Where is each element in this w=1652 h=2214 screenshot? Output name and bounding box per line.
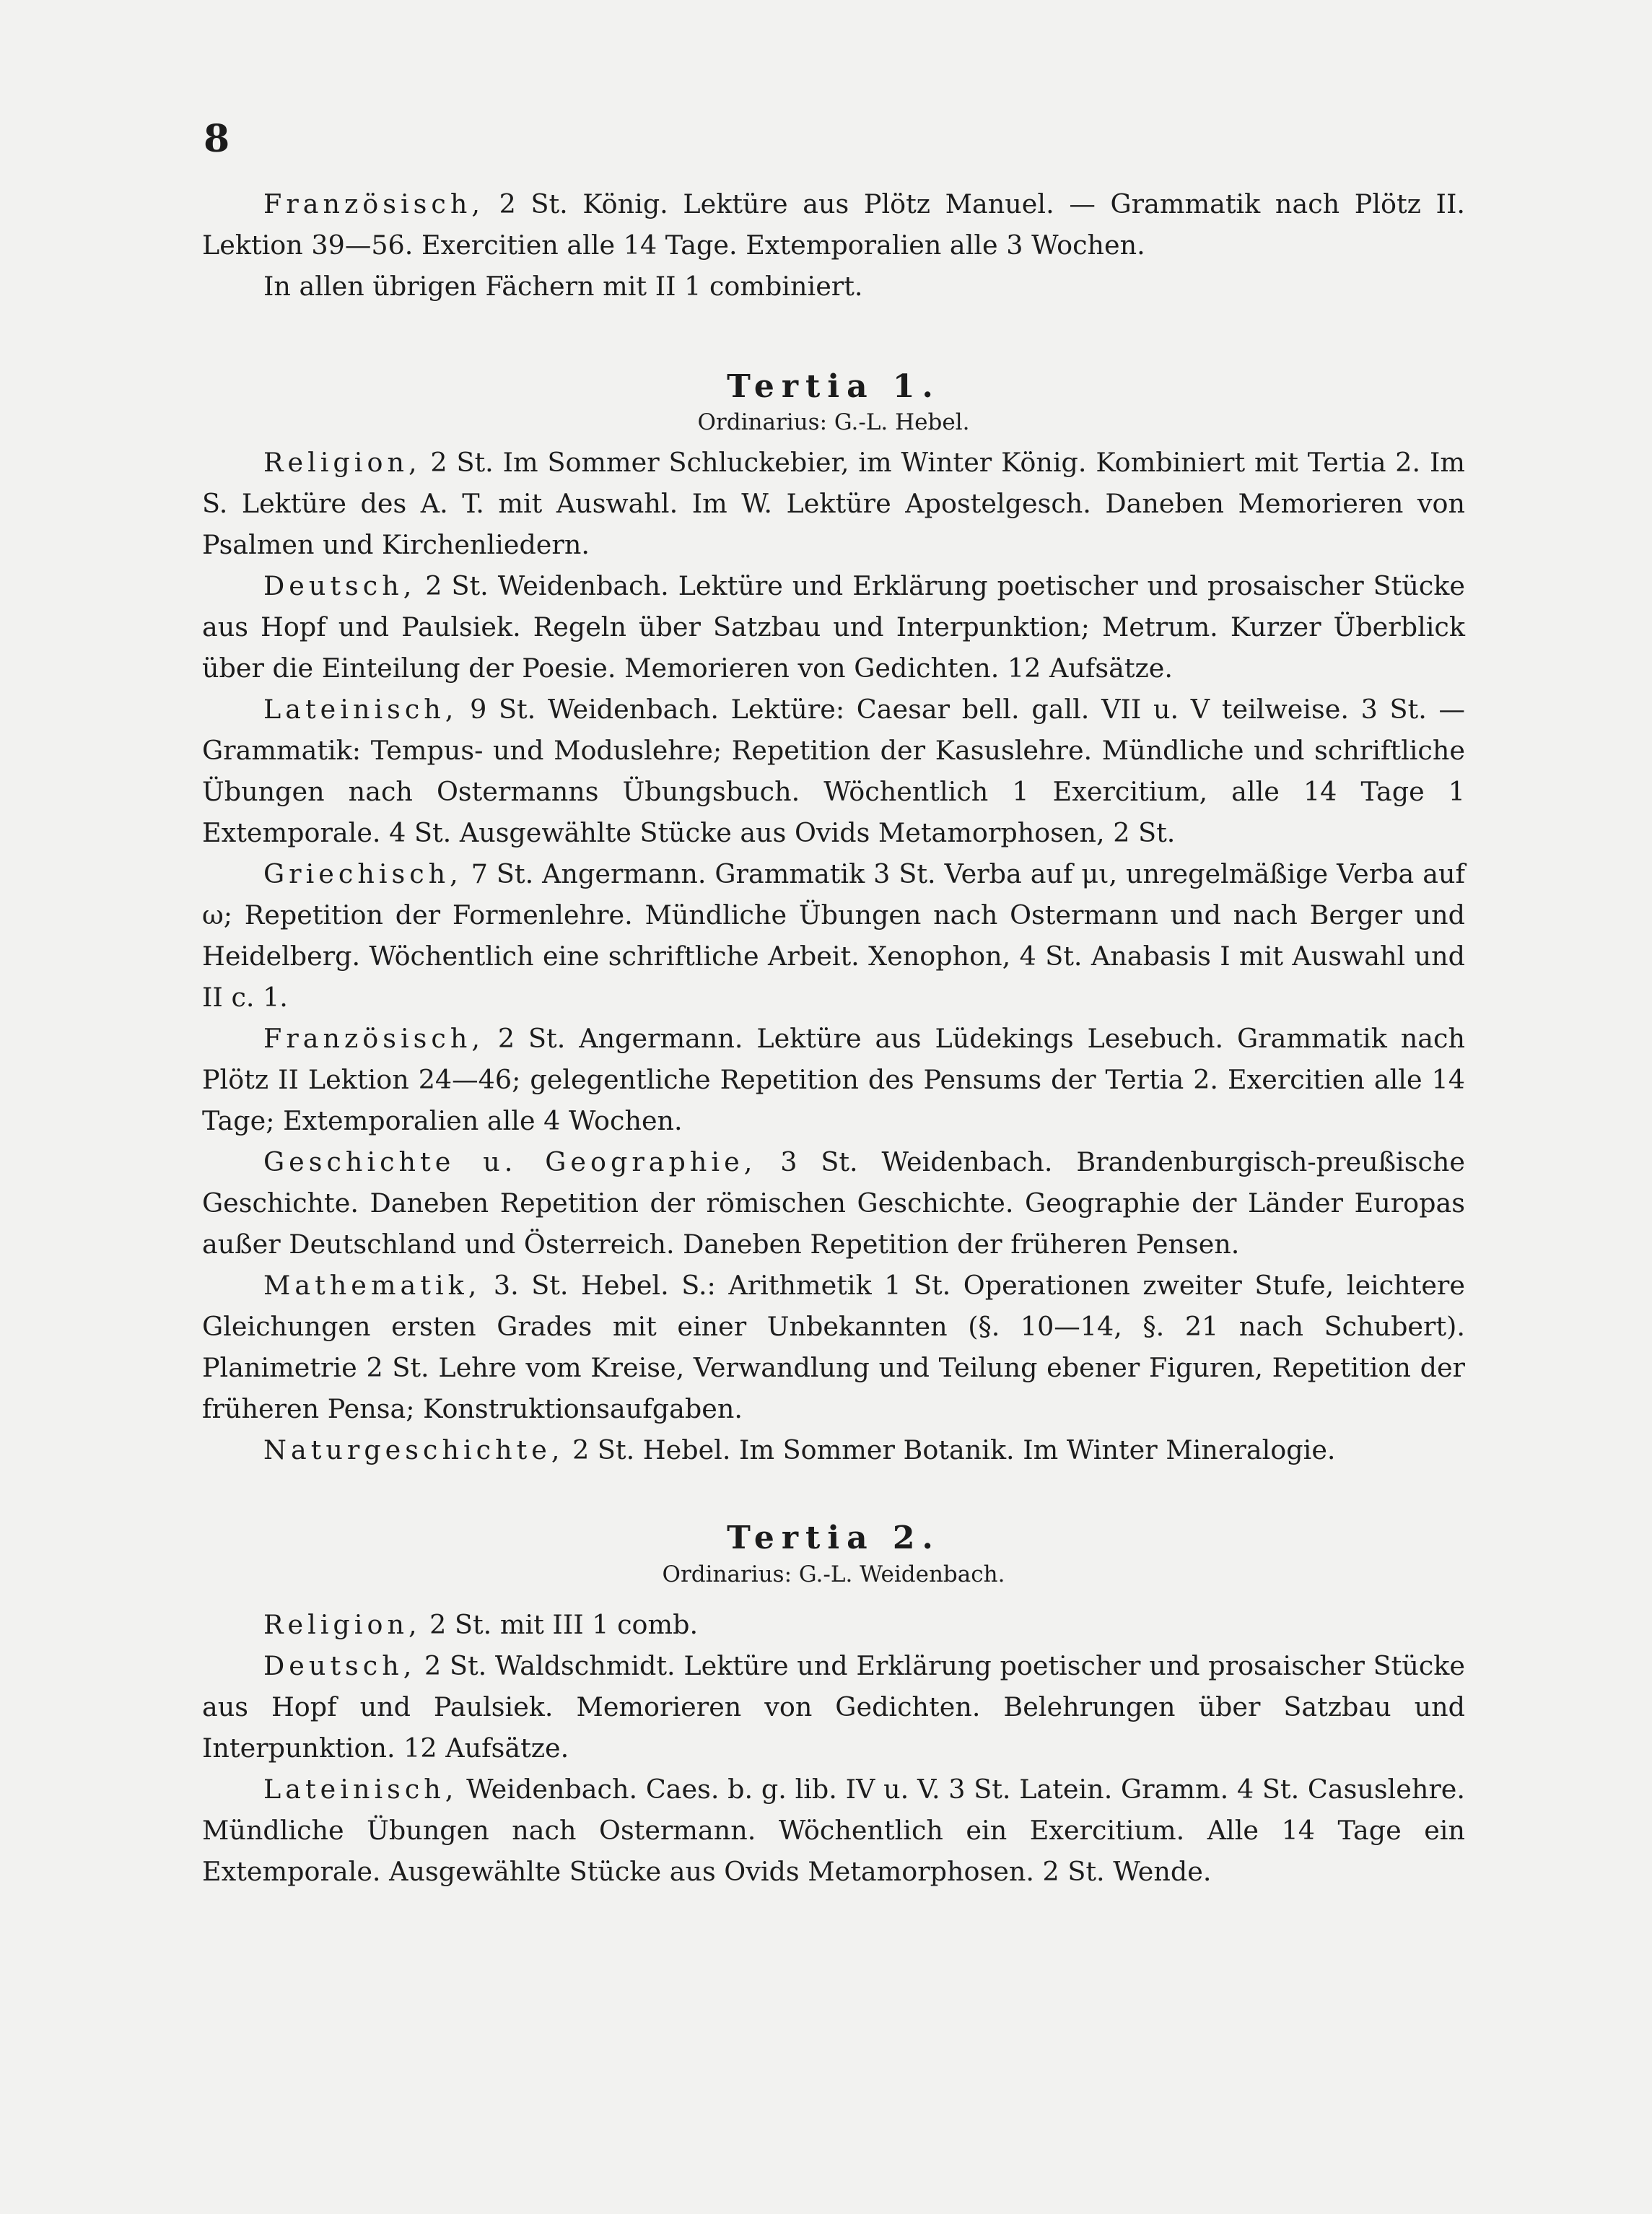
paragraph-text: 7 St. Angermann. Grammatik 3 St. Verba auf μι, unregelmäßige Verba auf ω; Repetition der Formenlehre. Mündliche Übungen nach Ostermann und nach Berger und Heidelberg. Wöchentlich eine schriftliche Arbeit. Xenophon, 4 St. Anabasis I mit Auswahl und II c. 1. — [202, 858, 1465, 1013]
tertia1-deutsch — [202, 565, 1465, 689]
tertia1-heading: Tertia 1. — [727, 368, 940, 405]
subject-label: Deutsch, — [263, 570, 416, 601]
tertia1-naturgeschichte — [202, 1429, 1465, 1470]
tertia2-heading: Tertia 2. — [727, 1520, 940, 1556]
paragraph-text: 3. St. Hebel. S.: Arithmetik 1 St. Operationen zweiter Stufe, leichtere Gleichungen ersten Grades mit einer Unbekannten (§. 10—14, §. 21 nach Schubert). Planimetrie 2 St. Lehre vom Kreise, Verwandlung und Teilung ebener Figuren, Repetition der früheren Pensa; Konstruktionsaufgaben. — [202, 1270, 1465, 1424]
paragraph-text: 2 St. Angermann. Lektüre aus Lüdekings Lesebuch. Grammatik nach Plötz II Lektion 24—46; gelegentliche Repetition des Pensums der Tertia 2. Exercitien alle 14 Tage; Extemporalien alle 4 Wochen. — [202, 1023, 1465, 1136]
tertia2-religion — [202, 1604, 1465, 1645]
paragraph-text: 2 St. Waldschmidt. Lektüre und Erklärung poetischer und prosaischer Stücke aus Hopf und Paulsiek. Memorieren von Gedichten. Belehrungen über Satzbau und Interpunktion. 12 Aufsätze. — [202, 1650, 1465, 1764]
tertia2-ordinarius: Ordinarius: G.-L. Weidenbach. — [662, 1561, 1005, 1587]
subject-label: Griechisch, — [263, 858, 463, 889]
intro-block — [202, 183, 1465, 307]
subject-label: Religion, — [263, 447, 421, 478]
paragraph-text: 3 St. Weidenbach. Brandenburgisch-preußische Geschichte. Daneben Repetition der römischen Geschichte. Geographie der Länder Europas außer Deutschland und Österreich. Daneben Repetition der früheren Pensen. — [202, 1146, 1465, 1260]
intro-franzoesisch — [202, 183, 1465, 266]
subject-label: Geschichte u. Geographie, — [263, 1146, 757, 1177]
paragraph-text: 9 St. Weidenbach. Lektüre: Caesar bell. gall. VII u. V teilweise. 3 St. — Grammatik: Tempus- und Moduslehre; Repetition der Kasuslehre. Mündliche und schriftliche Übungen nach Ostermanns Übungsbuch. Wöchentlich 1 Exercitium, alle 14 Tage 1 Extemporale. 4 St. Ausgewählte Stücke aus Ovids Metamorphosen, 2 St. — [202, 694, 1465, 848]
tertia1-mathematik — [202, 1265, 1465, 1429]
paragraph-text: 2 St. Hebel. Im Sommer Botanik. Im Winter Mineralogie. — [564, 1434, 1336, 1465]
tertia1-geschichte — [202, 1141, 1465, 1265]
subject-label: Naturgeschichte, — [263, 1434, 564, 1465]
tertia2-deutsch — [202, 1645, 1465, 1769]
subject-label: Religion, — [263, 1609, 421, 1640]
tertia2-body — [202, 1604, 1465, 1892]
tertia1-body — [202, 442, 1465, 1470]
subject-label: Mathematik, — [263, 1270, 481, 1301]
tertia1-griechisch — [202, 853, 1465, 1018]
page-number: 8 — [204, 117, 230, 161]
tertia1-ordinarius: Ordinarius: G.-L. Hebel. — [697, 409, 970, 435]
intro-other-subjects: In allen übrigen Fächern mit II 1 combiniert. — [263, 271, 863, 302]
paragraph-text: Weidenbach. Caes. b. g. lib. IV u. V. 3 St. Latein. Gramm. 4 St. Casuslehre. Mündliche Übungen nach Ostermann. Wöchentlich ein Exercitium. Alle 14 Tage ein Extemporale. Ausgewählte Stücke aus Ovids Metamorphosen. 2 St. Wende. — [202, 1774, 1465, 1887]
paragraph-text: 2 St. mit III 1 comb. — [421, 1609, 699, 1640]
subject-label: Französisch, — [263, 1023, 484, 1054]
tertia1-lateinisch — [202, 689, 1465, 853]
subject-label: Französisch, — [263, 188, 484, 219]
paragraph-text: 2 St. König. Lektüre aus Plötz Manuel. — Grammatik nach Plötz II. Lektion 39—56. Exercitien alle 14 Tage. Extemporalien alle 3 Wochen. — [202, 188, 1465, 261]
paragraph-text: 2 St. Weidenbach. Lektüre und Erklärung poetischer und prosaischer Stücke aus Hopf und Paulsiek. Regeln über Satzbau und Interpunktion; Metrum. Kurzer Überblick über die Einteilung der Poesie. Memorieren von Gedichten. 12 Aufsätze. — [202, 570, 1465, 684]
tertia1-franzoesisch — [202, 1018, 1465, 1141]
tertia2-lateinisch — [202, 1769, 1465, 1892]
paragraph-text: 2 St. Im Sommer Schluckebier, im Winter König. Kombiniert mit Tertia 2. Im S. Lektüre des A. T. mit Auswahl. Im W. Lektüre Apostelgesch. Daneben Memorieren von Psalmen und Kirchenliedern. — [202, 447, 1465, 560]
subject-label: Deutsch, — [263, 1650, 416, 1681]
tertia1-religion — [202, 442, 1465, 565]
subject-label: Lateinisch, — [263, 694, 458, 725]
subject-label: Lateinisch, — [263, 1774, 458, 1805]
